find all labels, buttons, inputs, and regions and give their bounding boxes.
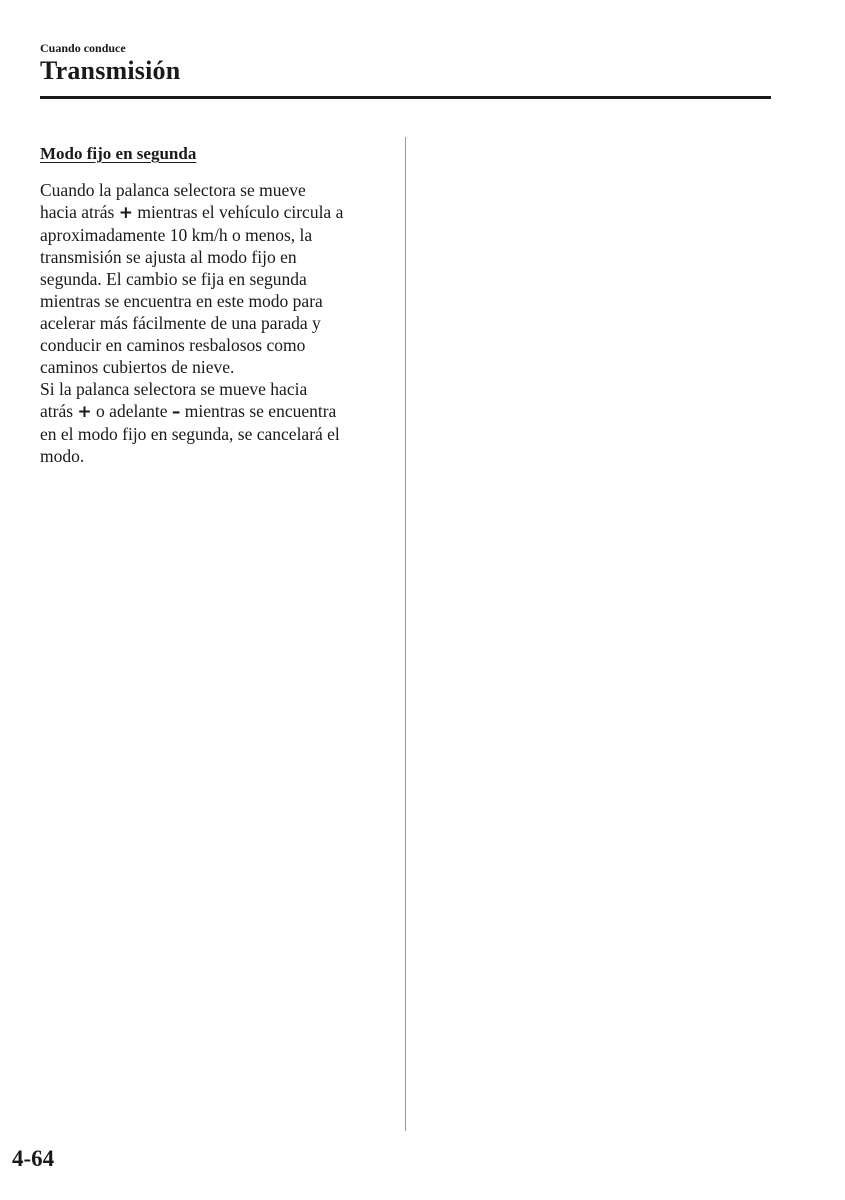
text-line: segunda. El cambio se fija en segunda (40, 269, 307, 289)
text-line: modo. (40, 446, 85, 466)
text-line: Cuando la palanca selectora se mueve (40, 180, 306, 200)
text-line: en el modo fijo en segunda, se cancelará el (40, 424, 340, 444)
page-number: 4-64 (12, 1146, 55, 1171)
text-line: Si la palanca selectora se mueve hacia (40, 379, 308, 399)
paragraph-2 (40, 378, 390, 467)
minus-symbol: – (171, 402, 181, 422)
text-line: caminos cubiertos de nieve. (40, 357, 235, 377)
text-line: hacia atrás (40, 202, 119, 222)
paragraph-1 (40, 179, 390, 378)
header-rule (40, 96, 771, 99)
text-line: mientras el vehículo circula a (132, 202, 344, 222)
text-line: acelerar más fácilmente de una parada y (40, 313, 321, 333)
plus-symbol: + (118, 203, 133, 223)
left-column (40, 144, 390, 467)
page-title: Transmisión (40, 56, 181, 85)
text-line: transmisión se ajusta al modo fijo en (40, 247, 297, 267)
section-heading: Modo fijo en segunda (40, 144, 197, 163)
column-divider (405, 137, 406, 1131)
text-line: conducir en caminos resbalosos como (40, 335, 306, 355)
plus-symbol: + (77, 402, 92, 422)
text-line: o adelante (91, 401, 172, 421)
text-line: mientras se encuentra en este modo para (40, 291, 323, 311)
text-line: mientras se encuentra (180, 401, 337, 421)
text-line: aproximadamente 10 km/h o menos, la (40, 225, 313, 245)
section-label: Cuando conduce (40, 41, 126, 55)
text-line: atrás (40, 401, 78, 421)
